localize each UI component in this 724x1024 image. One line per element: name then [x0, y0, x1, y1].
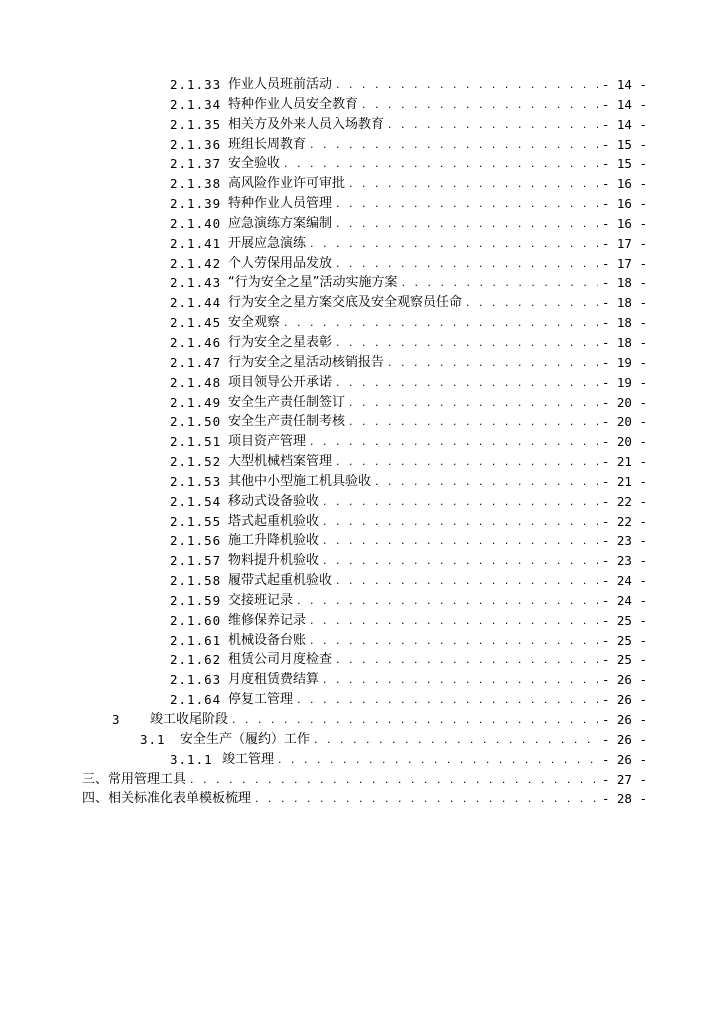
toc-entry[interactable]	[0, 690, 724, 710]
toc-entry-title: 应急演练方案编制	[228, 215, 333, 231]
toc-entry-page: - 16 -	[601, 215, 647, 231]
toc-entry-page: - 20 -	[601, 434, 647, 450]
toc-entry-title: 安全生产（履约）工作	[180, 731, 311, 747]
toc-entry-page: - 24 -	[601, 592, 647, 608]
toc-entry[interactable]	[0, 174, 724, 194]
toc-entry-page: - 21 -	[601, 473, 647, 489]
toc-entry-line	[170, 393, 647, 413]
toc-entry-number: 2.1.49	[170, 394, 222, 410]
toc-entry-page: - 23 -	[601, 553, 647, 569]
toc-dot-leader	[297, 591, 598, 611]
toc-entry-title: 竣工收尾阶段	[150, 712, 229, 727]
toc-entry-page: - 26 -	[601, 692, 647, 708]
toc-entry-page: - 18 -	[601, 275, 647, 291]
toc-entry-title: 租赁公司月度检查	[228, 652, 333, 668]
toc-entry-title: 行为安全之星表彰	[228, 334, 333, 350]
toc-dot-leader	[336, 194, 598, 214]
toc-entry[interactable]	[0, 571, 724, 591]
toc-dot-leader	[336, 75, 598, 95]
toc-entry-line	[112, 710, 647, 730]
toc-entry[interactable]	[0, 293, 724, 313]
toc-entry-title: 三、常用管理工具	[82, 771, 187, 787]
toc-entry[interactable]	[0, 789, 724, 809]
toc-dot-leader	[284, 154, 598, 174]
toc-entry-page: - 20 -	[601, 414, 647, 430]
toc-entry[interactable]	[0, 631, 724, 651]
toc-entry-title: 其他中小型施工机具验收	[228, 473, 372, 489]
toc-entry-number: 2.1.35	[170, 116, 222, 132]
toc-entry[interactable]	[0, 650, 724, 670]
toc-entry-line	[170, 750, 647, 770]
toc-entry-title: 作业人员班前活动	[228, 77, 333, 92]
toc-dot-leader	[336, 254, 598, 274]
toc-entry-title: 四、相关标准化表单模板梳理	[82, 791, 252, 807]
toc-entry-title: 特种作业人员管理	[228, 196, 333, 212]
toc-dot-leader	[232, 710, 598, 730]
toc-entry[interactable]	[0, 472, 724, 492]
toc-dot-leader	[190, 770, 598, 790]
toc-entry[interactable]	[0, 531, 724, 551]
toc-entry-title: 安全验收	[228, 156, 281, 172]
toc-entry-line	[170, 273, 647, 293]
toc-entry[interactable]	[0, 551, 724, 571]
toc-entry-title: 月度租赁费结算	[228, 672, 320, 688]
toc-dot-leader	[362, 95, 598, 115]
toc-entry[interactable]	[0, 710, 724, 730]
toc-dot-leader	[314, 730, 598, 750]
toc-dot-leader	[284, 313, 598, 333]
toc-entry[interactable]	[0, 412, 724, 432]
toc-entry[interactable]	[0, 373, 724, 393]
toc-entry-line	[82, 789, 647, 809]
toc-dot-leader	[336, 650, 598, 670]
toc-entry-page: - 19 -	[601, 354, 647, 370]
toc-entry-page: - 22 -	[601, 493, 647, 509]
toc-entry-title: “行为安全之星”活动实施方案	[228, 275, 398, 291]
toc-entry[interactable]	[0, 750, 724, 770]
toc-entry-line	[170, 690, 647, 710]
toc-entry-page: - 26 -	[601, 712, 647, 727]
toc-entry-number: 2.1.47	[170, 354, 222, 370]
toc-dot-leader	[336, 333, 598, 353]
toc-dot-leader	[310, 135, 598, 155]
toc-entry-number: 2.1.41	[170, 235, 222, 251]
toc-entry-title: 行为安全之星方案交底及安全观察员任命	[228, 295, 463, 311]
toc-entry-title: 大型机械档案管理	[228, 454, 333, 470]
toc-dot-leader	[336, 452, 598, 472]
toc-entry-title: 安全观察	[228, 315, 281, 331]
toc-entry-page: - 24 -	[601, 573, 647, 589]
toc-entry-line	[170, 531, 647, 551]
toc-entry-page: - 25 -	[601, 652, 647, 668]
toc-entry-number: 3.1.1	[170, 751, 213, 767]
toc-entry-title: 高风险作业许可审批	[228, 176, 346, 192]
toc-dot-leader	[323, 512, 598, 532]
toc-entry[interactable]	[0, 333, 724, 353]
toc-entry-line	[170, 512, 647, 532]
toc-entry-page: - 19 -	[601, 374, 647, 390]
toc-dot-leader	[375, 472, 598, 492]
toc-entry-line	[170, 631, 647, 651]
toc-entry-number: 2.1.52	[170, 454, 222, 470]
toc-entry-number: 3.1	[140, 731, 166, 747]
toc-entry-line	[170, 154, 647, 174]
toc-entry-number: 2.1.33	[170, 77, 222, 92]
toc-entry-page: - 21 -	[601, 454, 647, 470]
toc-dot-leader	[336, 571, 598, 591]
toc-entry-number: 2.1.54	[170, 493, 222, 509]
toc-entry-number: 2.1.39	[170, 196, 222, 212]
toc-entry-line	[170, 75, 647, 95]
toc-entry-number: 2.1.55	[170, 513, 222, 529]
toc-entry-line	[170, 412, 647, 432]
toc-dot-leader	[310, 432, 598, 452]
toc-entry-line	[170, 472, 647, 492]
toc-dot-leader	[336, 214, 598, 234]
toc-entry-page: - 25 -	[601, 612, 647, 628]
toc-dot-leader	[310, 234, 598, 254]
toc-dot-leader	[323, 531, 598, 551]
toc-entry-page: - 16 -	[601, 176, 647, 192]
toc-entry-title: 安全生产责任制签订	[228, 394, 346, 410]
toc-entry[interactable]	[0, 254, 724, 274]
toc-entry-number: 2.1.37	[170, 156, 222, 172]
toc-entry-page: - 14 -	[601, 77, 647, 92]
toc-entry-page: - 18 -	[601, 334, 647, 350]
toc-entry-page: - 26 -	[601, 731, 647, 747]
toc-entry[interactable]	[0, 95, 724, 115]
toc-entry-title: 项目领导公开承诺	[228, 374, 333, 390]
toc-entry[interactable]	[0, 154, 724, 174]
toc-entry-title: 行为安全之星活动核销报告	[228, 354, 385, 370]
toc-entry-number: 2.1.53	[170, 473, 222, 489]
toc-entry-line	[170, 214, 647, 234]
toc-entry[interactable]	[0, 313, 724, 333]
toc-entry-page: - 20 -	[601, 394, 647, 410]
toc-entry-line	[140, 730, 647, 750]
toc-entry[interactable]	[0, 452, 724, 472]
toc-dot-leader	[401, 273, 597, 293]
toc-entry[interactable]	[0, 234, 724, 254]
toc-entry-line	[170, 492, 647, 512]
toc-entry-title: 维修保养记录	[228, 612, 307, 628]
toc-entry-line	[170, 174, 647, 194]
toc-entry-number: 2.1.46	[170, 334, 222, 350]
toc-entry-title: 交接班记录	[228, 592, 294, 608]
toc-entry-title: 班组长周教育	[228, 136, 307, 152]
toc-dot-leader	[349, 412, 598, 432]
toc-entry-page: - 15 -	[601, 156, 647, 172]
toc-entry[interactable]	[0, 75, 724, 95]
toc-entry-page: - 26 -	[601, 672, 647, 688]
toc-entry[interactable]	[0, 591, 724, 611]
toc-entry-title: 特种作业人员安全教育	[228, 96, 359, 112]
toc-entry[interactable]	[0, 353, 724, 373]
toc-entry-number: 2.1.43	[170, 275, 222, 291]
toc-entry-number: 2.1.59	[170, 592, 222, 608]
toc-entry-title: 停复工管理	[228, 692, 294, 708]
toc-entry-page: - 22 -	[601, 513, 647, 529]
toc-dot-leader	[323, 670, 598, 690]
toc-entry[interactable]	[0, 432, 724, 452]
toc-entry-page: - 17 -	[601, 235, 647, 251]
toc-entry-number: 2.1.64	[170, 692, 222, 708]
toc-entry[interactable]	[0, 730, 724, 750]
toc-entry-number: 2.1.44	[170, 295, 222, 311]
toc-entry-title: 塔式起重机验收	[228, 513, 320, 529]
toc-entry-number: 2.1.34	[170, 96, 222, 112]
toc-entry-line	[170, 313, 647, 333]
toc-entry-line	[170, 452, 647, 472]
toc-entry-number: 2.1.38	[170, 176, 222, 192]
toc-entry-line	[170, 551, 647, 571]
toc-entry-line	[170, 432, 647, 452]
toc-entry-number: 2.1.58	[170, 573, 222, 589]
toc-entry-page: - 14 -	[601, 116, 647, 132]
toc-entry-title: 项目资产管理	[228, 434, 307, 450]
toc-entry-line	[170, 234, 647, 254]
toc-entry-number: 2.1.63	[170, 672, 222, 688]
toc-entry-line	[170, 95, 647, 115]
toc-dot-leader	[323, 551, 598, 571]
toc-entry-number: 2.1.40	[170, 215, 222, 231]
toc-entry-number: 2.1.60	[170, 612, 222, 628]
toc-dot-leader	[388, 115, 598, 135]
toc-entry-number: 3	[112, 712, 121, 727]
toc-entry-number: 2.1.36	[170, 136, 222, 152]
toc-entry-page: - 23 -	[601, 533, 647, 549]
toc-dot-leader	[349, 174, 598, 194]
toc-entry-title: 竣工管理	[222, 751, 275, 767]
toc-entry-line	[170, 115, 647, 135]
toc-entry-title: 相关方及外来人员入场教育	[228, 116, 385, 132]
toc-entry-page: - 15 -	[601, 136, 647, 152]
toc-entry[interactable]	[0, 393, 724, 413]
toc-entry-number: 2.1.42	[170, 255, 222, 271]
toc-entry-line	[170, 571, 647, 591]
toc-dot-leader	[323, 492, 598, 512]
toc-dot-leader	[336, 373, 598, 393]
toc-entry-title: 履带式起重机验收	[228, 573, 333, 589]
toc-entry-number: 2.1.57	[170, 553, 222, 569]
toc-entry-number: 2.1.45	[170, 315, 222, 331]
toc-entry-page: - 18 -	[601, 315, 647, 331]
toc-entry-page: - 26 -	[601, 751, 647, 767]
toc-entry-page: - 17 -	[601, 255, 647, 271]
toc-dot-leader	[278, 750, 598, 770]
toc-entry[interactable]	[0, 512, 724, 532]
toc-entry-page: - 16 -	[601, 196, 647, 212]
toc-entry-number: 2.1.62	[170, 652, 222, 668]
toc-dot-leader	[255, 789, 598, 809]
toc-entry-number: 2.1.50	[170, 414, 222, 430]
toc-entry-page: - 27 -	[601, 771, 647, 787]
toc-entry-title: 安全生产责任制考核	[228, 414, 346, 430]
toc-entry-number: 2.1.48	[170, 374, 222, 390]
toc-entry[interactable]	[0, 492, 724, 512]
toc-entry-page: - 25 -	[601, 632, 647, 648]
toc-entry[interactable]	[0, 135, 724, 155]
toc-entry-page: - 14 -	[601, 96, 647, 112]
toc-entry-line	[170, 194, 647, 214]
toc-dot-leader	[466, 293, 598, 313]
toc-entry-line	[170, 293, 647, 313]
toc-entry-title: 移动式设备验收	[228, 493, 320, 509]
toc-entry[interactable]	[0, 770, 724, 790]
toc-entry-number: 2.1.51	[170, 434, 222, 450]
toc-entry[interactable]	[0, 214, 724, 234]
toc-entry-title: 机械设备台账	[228, 632, 307, 648]
toc-entry[interactable]	[0, 194, 724, 214]
toc-entry-line	[170, 670, 647, 690]
toc-entry-page: - 18 -	[601, 295, 647, 311]
toc-entry[interactable]	[0, 115, 724, 135]
toc-entry-page: - 28 -	[601, 791, 647, 807]
toc-entry[interactable]	[0, 611, 724, 631]
toc-dot-leader	[310, 611, 598, 631]
toc-entry-line	[170, 254, 647, 274]
toc-entry-line	[170, 353, 647, 373]
toc-entry-title: 物料提升机验收	[228, 553, 320, 569]
toc-entry-title: 施工升降机验收	[228, 533, 320, 549]
toc-entry[interactable]	[0, 670, 724, 690]
toc-entry-title: 个人劳保用品发放	[228, 255, 333, 271]
toc-entry-number: 2.1.61	[170, 632, 222, 648]
toc-dot-leader	[310, 631, 598, 651]
table-of-contents	[0, 75, 724, 809]
toc-entry-line	[170, 333, 647, 353]
toc-entry-line	[170, 611, 647, 631]
toc-entry-line	[170, 591, 647, 611]
toc-entry[interactable]	[0, 273, 724, 293]
toc-entry-line	[170, 135, 647, 155]
toc-dot-leader	[349, 393, 598, 413]
toc-dot-leader	[297, 690, 598, 710]
toc-dot-leader	[388, 353, 598, 373]
toc-entry-line	[170, 650, 647, 670]
toc-entry-number: 2.1.56	[170, 533, 222, 549]
toc-entry-title: 开展应急演练	[228, 235, 307, 251]
toc-entry-line	[82, 770, 647, 790]
toc-entry-line	[170, 373, 647, 393]
